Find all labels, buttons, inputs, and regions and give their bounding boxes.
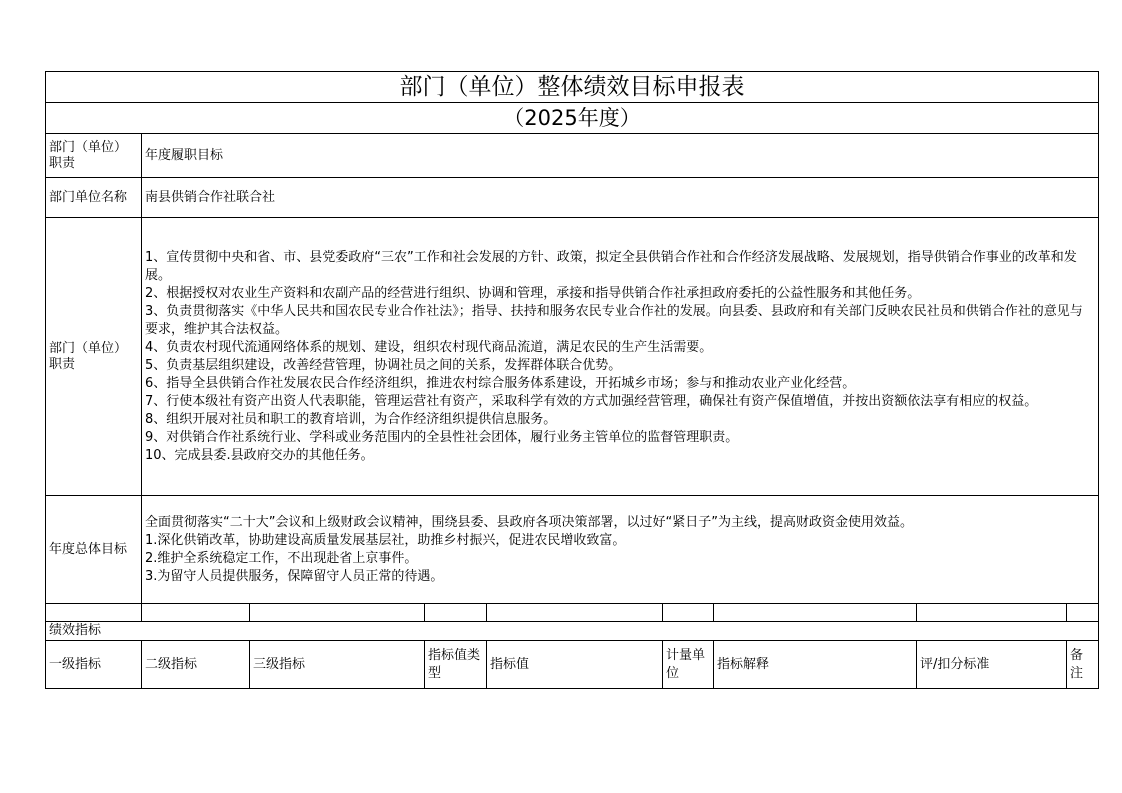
goal-item: 3.为留守人员提供服务，保障留守人员正常的待遇。 [145,568,444,584]
blank-cell [250,604,425,622]
subtitle-row [46,103,1099,134]
duty-item: 3、负责贯彻落实《中华人民共和国农民专业合作社法》；指导、扶持和服务农民专业合作社的发展。向县委、县政府和有关部门反映农民社员和供销合作社的意见与要求，维护其合法权益。 [145,303,1083,337]
blank-cell [1067,604,1099,622]
unit-name-label: 部门单位名称 [46,178,142,218]
header-scoring: 评/扣分标准 [917,641,1067,689]
duty-row [46,134,1099,178]
performance-target-table [45,71,1099,689]
form-year: （2025年度） [46,103,1099,134]
header-value: 指标值 [487,641,663,689]
duty-item: 10、完成县委.县政府交办的其他任务。 [145,447,374,463]
blank-cell [487,604,663,622]
header-unit: 计量单位 [663,641,714,689]
duty-item: 9、对供销合作社系统行业、学科或业务范围内的全县性社会团体，履行业务主管单位的监督管理职责。 [145,429,739,445]
duty-item: 7、行使本级社有资产出资人代表职能，管理运营社有资产，采取科学有效的方式加强经营管理，确保社有资产保值增值，并按出资额依法享有相应的权益。 [145,393,1038,409]
blank-cell [714,604,917,622]
goal-item: 1.深化供销改革，协助建设高质量发展基层社，助推乡村振兴，促进农民增收致富。 [145,532,626,548]
blank-cell [425,604,487,622]
duty-label: 部门（单位）职责 [46,134,142,178]
duty-value: 年度履职目标 [142,134,1099,178]
duty-item: 1、宣传贯彻中央和省、市、县党委政府“三农”工作和社会发展的方针、政策，拟定全县供销合作社和合作经济发展战略、发展规划，指导供销合作事业的改革和发展。 [145,249,1077,283]
duty-item: 8、组织开展对社员和职工的教育培训，为合作经济组织提供信息服务。 [145,411,557,427]
form-title: 部门（单位）整体绩效目标申报表 [46,72,1099,103]
blank-cell [917,604,1067,622]
blank-cell [142,604,250,622]
header-value-type: 指标值类型 [425,641,487,689]
kpi-header-row [46,641,1099,689]
duties-row [46,218,1099,496]
header-explanation: 指标解释 [714,641,917,689]
blank-cell [46,604,142,622]
header-level2: 二级指标 [142,641,250,689]
duty-item: 4、负责农村现代流通网络体系的规划、建设，组织农村现代商品流道，满足农民的生产生活需要。 [145,339,713,355]
blank-row [46,604,1099,622]
header-level1: 一级指标 [46,641,142,689]
goal-item: 全面贯彻落实“二十大”会议和上级财政会议精神，围绕县委、县政府各项决策部署，以过好“紧日子”为主线，提高财政资金使用效益。 [145,514,913,530]
goals-row [46,496,1099,604]
duty-item: 5、负责基层组织建设，改善经营管理，协调社员之间的关系，发挥群体联合优势。 [145,357,622,373]
duty-item: 6、指导全县供销合作社发展农民合作经济组织，推进农村综合服务体系建设，开拓城乡市场；参与和推动农业产业化经营。 [145,375,856,391]
duty-item: 2、根据授权对农业生产资料和农副产品的经营进行组织、协调和管理，承接和指导供销合作社承担政府委托的公益性服务和其他任务。 [145,285,921,301]
goals-list [142,496,1099,604]
kpi-section-row [46,622,1099,641]
goal-item: 2.维护全系统稳定工作，不出现赴省上京事件。 [145,550,418,566]
unit-name-row [46,178,1099,218]
blank-cell [663,604,714,622]
duties-list [142,218,1099,496]
title-row [46,72,1099,103]
kpi-section-label: 绩效指标 [46,622,1099,641]
unit-name-value: 南县供销合作社联合社 [142,178,1099,218]
duties-label: 部门（单位）职责 [46,218,142,496]
header-level3: 三级指标 [250,641,425,689]
header-remark: 备注 [1067,641,1099,689]
goals-label: 年度总体目标 [46,496,142,604]
